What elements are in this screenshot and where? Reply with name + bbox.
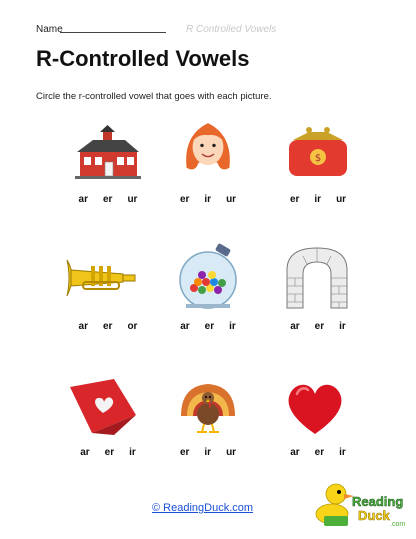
choices-item-4	[53, 321, 163, 332]
heart-icon	[283, 376, 347, 436]
choice[interactable]: ur	[127, 194, 138, 205]
choice[interactable]: or	[127, 321, 138, 332]
choice[interactable]: er	[104, 447, 115, 458]
purse-icon	[283, 122, 353, 182]
school-house-icon	[73, 124, 143, 184]
card-icon	[68, 375, 140, 439]
choice[interactable]: ar	[180, 321, 190, 332]
svg-text:$: $	[314, 153, 322, 164]
choice[interactable]: ur	[226, 447, 237, 458]
page-title: R-Controlled Vowels	[36, 46, 250, 71]
name-line[interactable]	[60, 32, 166, 33]
choice[interactable]: er	[179, 194, 190, 205]
turkey-icon	[175, 376, 241, 438]
svg-text:.com: .com	[390, 521, 406, 528]
stone-arch-icon	[283, 244, 351, 310]
choice[interactable]: er	[314, 447, 325, 458]
svg-text:Duck: Duck	[358, 508, 390, 523]
choice[interactable]: er	[103, 194, 113, 205]
choices-item-7	[53, 447, 163, 458]
choice[interactable]: er	[289, 194, 300, 205]
choices-item-2	[153, 194, 263, 205]
choice[interactable]: ar	[80, 447, 90, 458]
name-label: Name	[36, 24, 63, 35]
choice[interactable]: ir	[204, 447, 212, 458]
choices-item-8	[153, 447, 263, 458]
choice[interactable]: ar	[78, 194, 88, 205]
choices-item-5	[153, 321, 263, 332]
choice[interactable]: ir	[229, 321, 236, 332]
choice[interactable]: ar	[290, 321, 300, 332]
sheet-title: R Controlled Vowels	[186, 24, 277, 35]
choice[interactable]: ar	[78, 321, 88, 332]
choice[interactable]: ar	[290, 447, 300, 458]
choice[interactable]: er	[314, 321, 325, 332]
choices-item-1	[53, 194, 163, 205]
choices-item-3	[263, 194, 373, 205]
svg-text:Reading: Reading	[352, 494, 404, 509]
footer-link[interactable]: © ReadingDuck.com	[152, 502, 254, 514]
trumpet-icon	[63, 248, 141, 308]
choice[interactable]: ir	[314, 194, 322, 205]
choices-item-9	[263, 447, 373, 458]
choice[interactable]: er	[103, 321, 113, 332]
choice[interactable]: ir	[129, 447, 136, 458]
choice[interactable]: er	[204, 321, 215, 332]
instructions: Circle the r-controlled vowel that goes with each picture.	[36, 91, 272, 102]
choice[interactable]: ir	[339, 447, 346, 458]
choice[interactable]: ur	[226, 194, 237, 205]
choices-item-6	[263, 321, 373, 332]
reading-duck-logo	[312, 474, 408, 530]
choice[interactable]: ir	[339, 321, 346, 332]
girl-face-icon	[173, 118, 243, 178]
choice[interactable]: ur	[336, 194, 347, 205]
candy-jar-icon	[172, 242, 244, 310]
choice[interactable]: ir	[204, 194, 212, 205]
choice[interactable]: er	[179, 447, 190, 458]
